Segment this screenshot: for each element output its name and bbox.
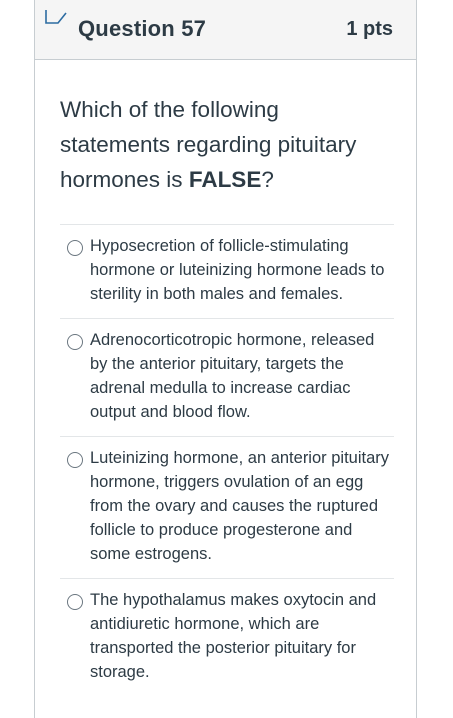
answer-option-2[interactable] [60, 318, 394, 436]
question-text-emphasis: FALSE [188, 167, 262, 192]
question-header [35, 0, 416, 60]
question-text-end: ? [261, 167, 274, 192]
answer-option-4[interactable] [60, 578, 394, 696]
radio-unselected-icon[interactable] [67, 452, 83, 468]
answer-option-1[interactable] [60, 224, 394, 318]
answer-text: Hyposecretion of follicle-stimulating hormone or luteinizing hormone leads to sterility in both males and females. [90, 237, 385, 303]
answer-option-3[interactable] [60, 436, 394, 578]
answer-list [60, 224, 394, 696]
radio-unselected-icon[interactable] [67, 240, 83, 256]
answer-text: The hypothalamus makes oxytocin and antidiuretic hormone, which are transported the posterior pituitary for storage. [90, 591, 377, 681]
flag-question-icon[interactable] [45, 10, 67, 24]
radio-unselected-icon[interactable] [67, 594, 83, 610]
radio-unselected-icon[interactable] [67, 334, 83, 350]
question-text [60, 92, 390, 197]
answer-text: Adrenocorticotropic hormone, released by the anterior pituitary, targets the adrenal medulla to increase cardiac output and blood flow. [90, 331, 375, 421]
question-card [34, 0, 417, 718]
question-number: Question 57 [78, 16, 207, 41]
question-text-main: Which of the following statements regarding pituitary hormones is [60, 97, 357, 192]
question-points: 1 pts [346, 18, 393, 40]
answer-text: Luteinizing hormone, an anterior pituitary hormone, triggers ovulation of an egg from the ovary and causes the ruptured follicle to produce progesterone and some estrogens. [90, 449, 390, 563]
